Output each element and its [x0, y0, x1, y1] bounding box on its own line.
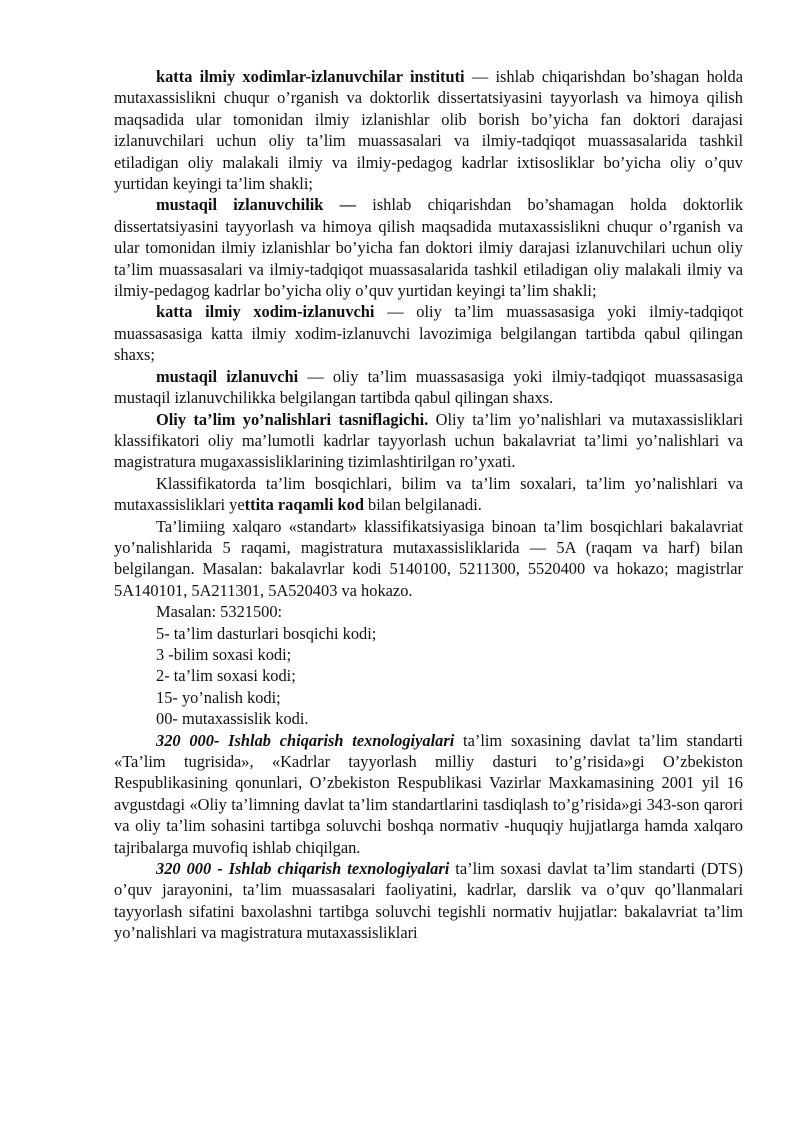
body-text: Oliy ta’lim yo’nalishlari va mutaxassisliklari klassifikatori oliy ma’lumotli kadrlar tayyorlash uchun bakalavriat ta’limi yo’nalishlari va magistratura mugaxassisliklarining tizimlashtirilgan ro’yxati. — [114, 409, 743, 472]
body-text: Klassifikatorda ta’lim bosqichlari, bilim va ta’lim soxalari, ta’lim yo’nalishlari va mutaxassisliklari ye — [114, 473, 743, 515]
example-heading — [114, 601, 743, 622]
body-text: ta’lim soxasining davlat ta’lim standarti «Ta’lim tugrisida», «Kadrlar tayyorlash milliy dasturi to’g’risida»gi O’zbekiston Respublikasining qonunlari, O’zbekiston Respublikasi Vazirlar Maxkamasining 2001 yil 16 avgustdagi «Oliy ta’limning davlat ta’lim standartlarini tasdiqlash to’g’risida»gi 343-son qarori va oliy ta’lim sohasini tartibga soluvchi boshqa normativ -huquqiy hujjatlarga hamda xalqaro tajribalarga muvofiq ishlab chiqilgan. — [114, 730, 743, 857]
definition-text: — ishlab chiqarishdan bo’shagan holda mutaxassislikni chuqur o’rganish va doktorlik dissertatsiyasini tayyorlash va himoya qilish maqsadida ular tomonidan ilmiy izlanishlar olib borish bo’yicha fan doktori darajasi izlanuvchilari uchun oliy ta’lim muassasalari va ilmiy-tadqiqot muassasalarida tashkil etiladigan oliy malakali ilmiy va ilmiy-pedagog kadrlar ixtisosliklar bo’yicha oliy o’quv yurtidan keyingi ta’lim shakli; — [114, 67, 743, 194]
body-text: bilan belgilanadi. — [363, 495, 482, 515]
example-line-specialty — [114, 708, 743, 729]
term-production-technologies: 320 000- Ishlab chiqarish texnologiyalari — [156, 730, 455, 750]
body-text: 3 -bilim soxasi kodi; — [156, 644, 292, 664]
example-line-education-area — [114, 665, 743, 686]
definition-text: — oliy ta’lim muassasasiga yoki ilmiy-tadqiqot muassasasiga mustaqil izlanuvchilikka belgilangan tartibda qabul qilingan shaxs. — [114, 366, 743, 408]
body-text: 15- yo’nalish kodi; — [156, 687, 281, 707]
example-line-direction — [114, 687, 743, 708]
term-classifier: Oliy ta’lim yo’nalishlari tasniflagichi. — [156, 409, 429, 429]
paragraph-senior-researcher-institute — [114, 66, 743, 194]
paragraph-senior-researcher — [114, 301, 743, 365]
paragraph-independent-researcher — [114, 366, 743, 409]
definition-text: ishlab chiqarishdan bo’shamagan holda doktorlik dissertatsiyasini tayyorlash va himoya qilish maqsadida mutaxassislikni chuqur o’rganish va ular tomonidan ilmiy izlanishlar bo’yicha fan doktori ilmiy darajasi izlanuvchilari uchun oliy ta’lim muassasalari va ilmiy-tadqiqot muassasalarida tashkil etiladigan oliy malakali ilmiy va ilmiy-pedagog kadrlar bo’yicha oliy o’quv yurtidan keyingi ta’lim shakli; — [114, 195, 743, 301]
definition-text: — oliy ta’lim muassasasiga yoki ilmiy-tadqiqot muassasasiga katta ilmiy xodim-izlanuvchi lavozimiga belgilangan tartibda qabul qilingan shaxs; — [114, 302, 744, 365]
paragraph-eight-digit-code — [114, 473, 743, 516]
term-senior-researcher: katta ilmiy xodim-izlanuvchi — [156, 302, 375, 322]
emphasis-code: ttita raqamli kod — [244, 495, 364, 515]
paragraph-standard-scope — [114, 858, 743, 944]
paragraph-independent-research — [114, 194, 743, 301]
body-text: 00- mutaxassislik kodi. — [156, 709, 309, 729]
term-production-technologies: 320 000 - Ishlab chiqarish texnologiyalari — [156, 859, 450, 879]
term-independent-research: mustaqil izlanuvchilik — — [156, 195, 357, 215]
paragraph-standard-basis — [114, 730, 743, 858]
body-text: 5- ta’lim dasturlari bosqichi kodi; — [156, 623, 377, 643]
body-text: 2- ta’lim soxasi kodi; — [156, 666, 296, 686]
body-text: Masalan: 5321500: — [156, 602, 283, 622]
example-line-level — [114, 623, 743, 644]
body-text: Ta’limiing xalqaro «standart» klassifikatsiyasiga binoan ta’lim bosqichlari bakalavriat yo’nalishlarida 5 raqami, magistratura mutaxassisliklarida — 5A (raqam va harf) bilan belgilangan. Masalan: bakalavrlar kodi 5140100, 5211300, 5520400 va hokazo; magistrlar 5A140101, 5A211301, 5A520403 va hokazo. — [114, 516, 743, 600]
body-text: ta’lim soxasi davlat ta’lim standarti (DTS) o’quv jarayonini, ta’lim muassasalari faoliyatini, kadrlar, darslik va o’quv qo’llanmalari tayyorlash sifatini baxolashni tartibga soluvchi tegishli normativ hujjatlar: bakalavriat ta’lim yo’nalishlari va magistratura mutaxassisliklari — [114, 859, 744, 943]
term-independent-researcher: mustaqil izlanuvchi — [156, 366, 299, 386]
term-senior-researcher-institute: katta ilmiy xodimlar-izlanuvchilar instituti — [156, 67, 465, 86]
paragraph-international-standard — [114, 516, 743, 602]
example-line-knowledge-area — [114, 644, 743, 665]
paragraph-classifier — [114, 409, 743, 473]
